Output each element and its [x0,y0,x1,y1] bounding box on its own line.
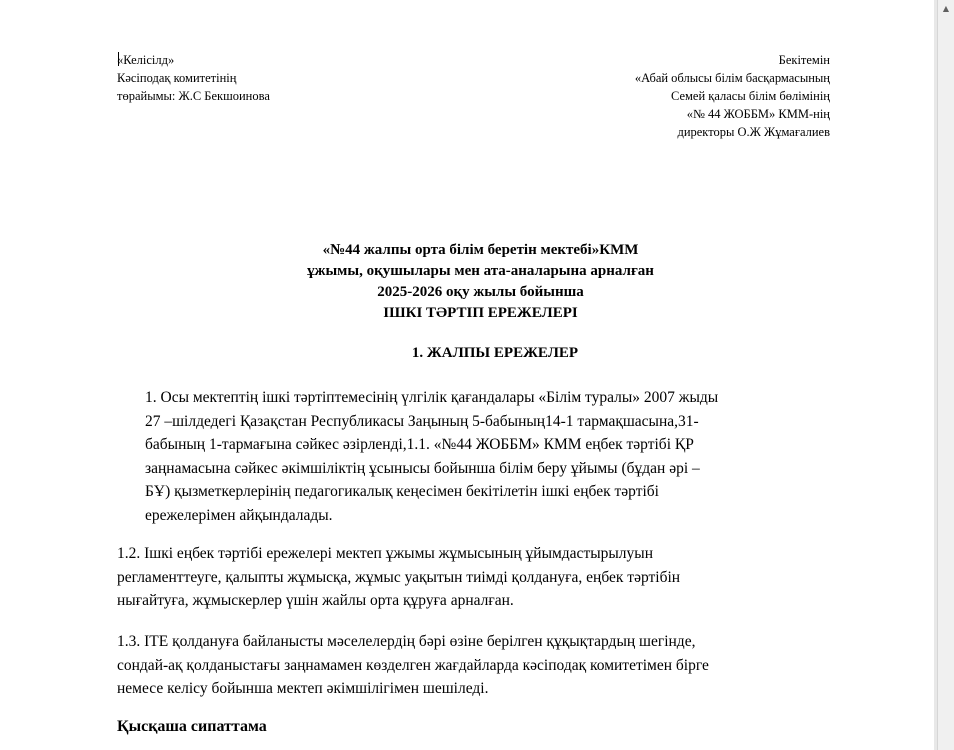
paragraph-line: регламенттеуге, қалыпты жұмысқа, жұмыс уақытын тиімді қолдануға, еңбек тәртібін [117,568,681,586]
paragraph-line: 1.2. Ішкі еңбек тәртібі ережелері мектеп ұжымы жұмысының ұйымдастырылуын [117,545,653,562]
paragraph-line: 1. Осы мектептің ішкі тәртіптемесінің үлгілік қағандалары «Білім туралы» 2007 жыды [145,389,719,406]
paragraph-line: БҰ) қызметкерлерінің педагогикалық кеңесімен бекітілетін ішкі еңбек тәртібі [145,483,659,500]
vertical-scrollbar[interactable] [937,0,954,750]
paragraph-1-3 [117,630,709,701]
approval-right-block [635,51,830,141]
city-department-label: Семей қаласы білім бөлімінің [670,89,830,103]
paragraph-line: заңнамасына сәйкес әкімшіліктің ұсынысы бойынша білім беру ұйымы (бұдан әрі – [145,459,700,477]
union-committee-label: Кәсіподақ комитетінің [117,71,237,85]
paragraph-line: нығайтуға, жұмыскерлер үшін жайлы орта құруға арналған. [117,592,514,609]
director-name: директоры О.Ж Жұмағалиев [677,125,830,139]
paragraph-line: ережелерімен айқындалады. [145,506,333,524]
regional-department-label: «Абай облысы білім басқармасының [634,71,830,85]
paragraph-line: 1.3. ІТЕ қолдануға байланысты мәселелердің бәрі өзіне берілген құқықтардың шегінде, [117,633,696,650]
section-heading-general: 1. ЖАЛПЫ ЕРЕЖЕЛЕР [411,345,579,361]
approval-left-block [117,51,270,105]
scroll-up-icon[interactable]: ▲ [942,4,950,13]
document-title [100,240,861,324]
paragraph-line: 27 –шілдедегі Қазақстан Республикасы Заңының 5-бабының14-1 тармақшасына,31- [145,412,699,430]
paragraph-line: немесе келісу бойынша мектеп әкімшілігімен шешіледі. [117,680,489,697]
paragraph-line: бабының 1-тармағына сәйкес әзірленді,1.1. «№44 ЖОББМ» КММ еңбек тәртібі ҚР [145,436,694,453]
approve-label: Бекітемін [778,53,830,67]
title-line: ұжымы, оқушылары мен ата-аналарына арналған [307,263,654,279]
title-line: «№44 жалпы орта білім беретін мектебі»КММ [322,242,639,258]
chairwoman-name: төрайымы: Ж.С Бекшоинова [117,89,270,103]
agreed-label: «Келісілд» [117,53,175,67]
paragraph-1 [145,386,718,527]
school-name-label: «№ 44 ЖОББМ» КММ-нің [686,107,830,121]
title-line: 2025-2026 оқу жылы бойынша [377,284,584,300]
paragraph-line: сондай-ақ қолданыстағы заңнамамен көзделген жағдайларда кәсіподақ комитетімен бірге [117,656,709,674]
paragraph-1-2 [117,542,680,613]
summary-heading: Қысқаша сипаттама [117,718,267,735]
title-line: ІШКІ ТӘРТІП ЕРЕЖЕЛЕРІ [383,305,578,321]
